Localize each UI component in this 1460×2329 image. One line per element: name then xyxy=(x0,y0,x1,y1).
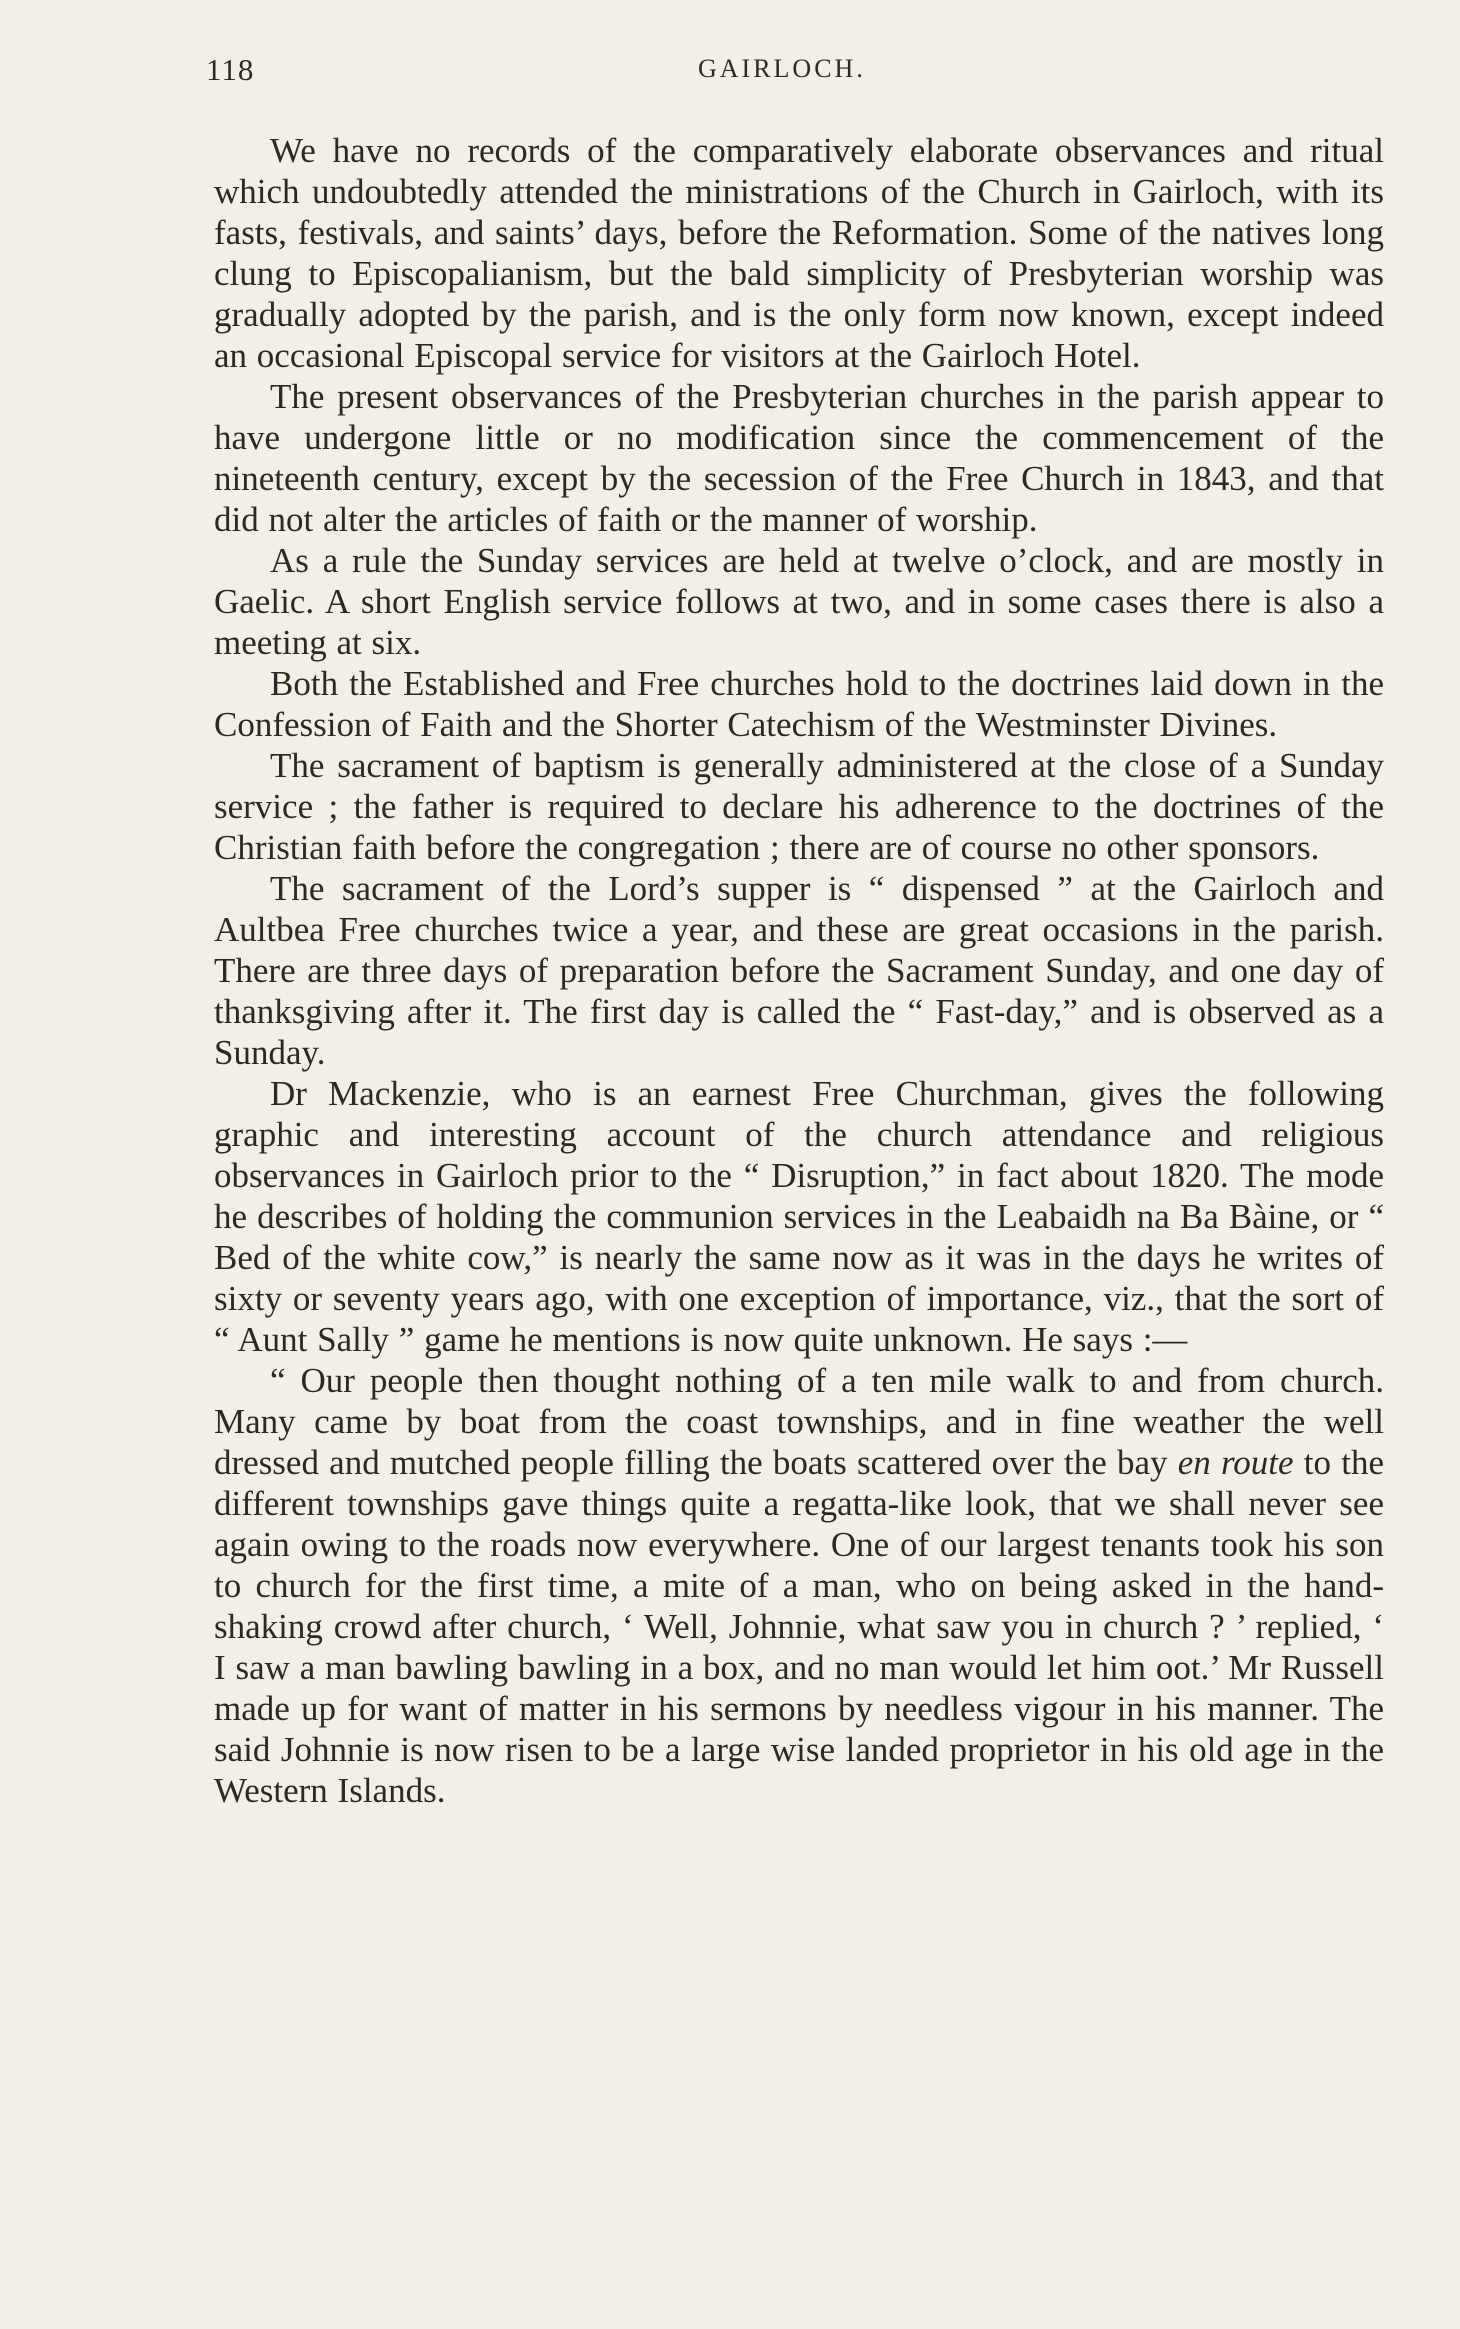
quotation-text-end: to the different townships gave things quite a regatta-like look, that we shall never see again owing to the roads now everywhere. One of our largest tenants took his son to church for the first time, a mite of a man, who on being asked in the hand-shaking crowd after church, ‘ Well, Johnnie, what saw you in church ? ’ replied, ‘ I saw a man bawling bawling in a box, and no man would let him oot.’ Mr Russell made up for want of matter in his sermons by needless vigour in his manner. The said Johnnie is now risen to be a large wise landed proprietor in his old age in the Western Islands. xyxy=(214,1443,1384,1810)
quotation-text-start: “ Our people then thought nothing of a ten mile walk to and from church. Many came by boat from the coast townships, and in fine weather the well dressed and mutched people filling the boats scattered over the bay xyxy=(214,1361,1384,1482)
paragraph-dr-mackenzie: Dr Mackenzie, who is an earnest Free Churchman, gives the following graphic and interesting account of the church attendance and religious observances in Gairloch prior to the “ Disruption,” in fact about 1820. The mode he describes of holding the communion services in the Leabaidh na Ba Bàine, or “ Bed of the white cow,” is nearly the same now as it was in the days he writes of sixty or seventy years ago, with one exception of importance, viz., that the sort of “ Aunt Sally ” game he mentions is now quite unknown. He says :— xyxy=(214,1074,1384,1359)
body-text xyxy=(214,130,1384,1811)
running-title: GAIRLOCH. xyxy=(698,54,866,83)
page-number: 118 xyxy=(206,52,255,87)
paragraph-observances: The present observances of the Presbyterian churches in the parish appear to have undergone little or no modification since the commencement of the nineteenth century, except by the secession of the Free Church in 1843, and that did not alter the articles of faith or the manner of worship. xyxy=(214,377,1384,539)
paragraph-sunday-services: As a rule the Sunday services are held at twelve o’clock, and are mostly in Gaelic. A short English service follows at two, and in some cases there is also a meeting at six. xyxy=(214,541,1384,662)
running-head xyxy=(206,52,1394,96)
paragraph-quotation xyxy=(214,1360,1384,1811)
paragraph-lords-supper: The sacrament of the Lord’s supper is “ dispensed ” at the Gairloch and Aultbea Free churches twice a year, and these are great occasions in the parish. There are three days of preparation before the Sacrament Sunday, and one day of thanksgiving after it. The first day is called the “ Fast-day,” and is observed as a Sunday. xyxy=(214,869,1384,1072)
quotation-italic-phrase: en route xyxy=(1177,1443,1294,1482)
paragraph-baptism: The sacrament of baptism is generally administered at the close of a Sunday service ; the father is required to declare his adherence to the doctrines of the Christian faith before the congregation ; there are of course no other sponsors. xyxy=(214,746,1384,867)
paragraph-records: We have no records of the comparatively elaborate observances and ritual which undoubtedly attended the ministrations of the Church in Gairloch, with its fasts, festivals, and saints’ days, before the Reformation. Some of the natives long clung to Episcopalianism, but the bald simplicity of Presbyterian worship was gradually adopted by the parish, and is the only form now known, except indeed an occasional Episcopal service for visitors at the Gairloch Hotel. xyxy=(214,131,1384,375)
paragraph-doctrines: Both the Established and Free churches hold to the doctrines laid down in the Confession of Faith and the Shorter Catechism of the Westminster Divines. xyxy=(214,664,1384,744)
